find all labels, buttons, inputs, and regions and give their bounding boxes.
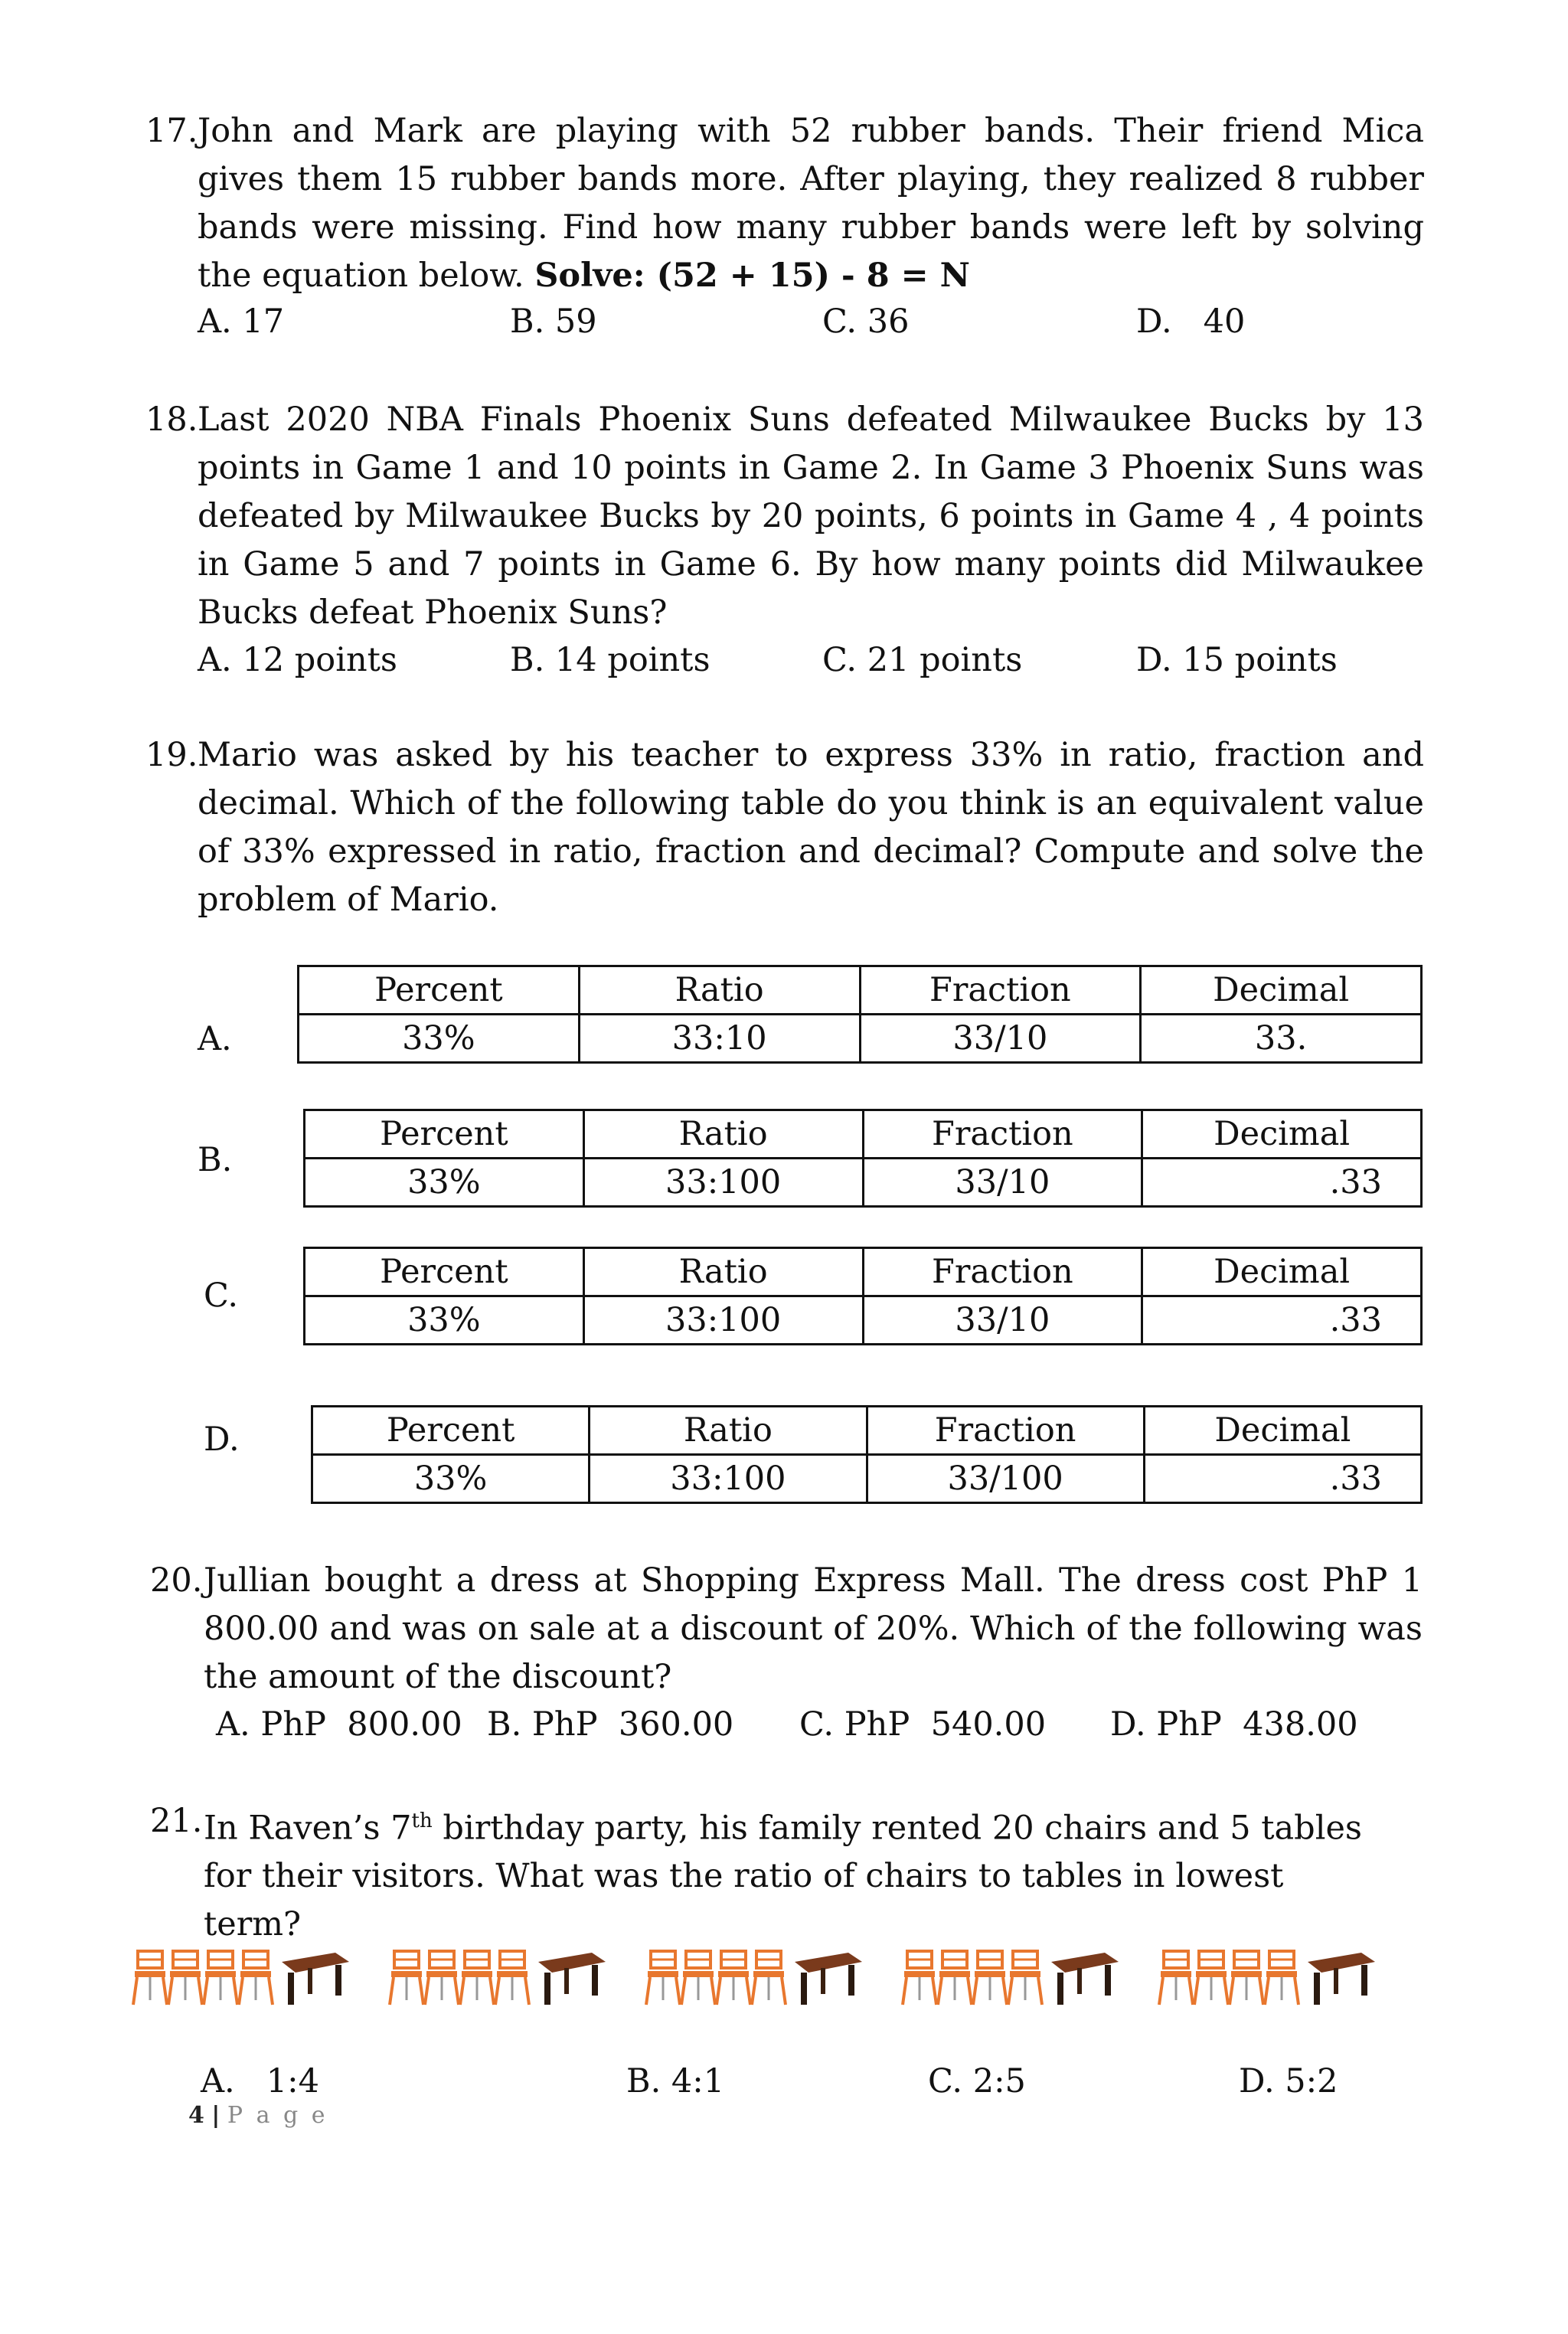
page-label: P a g e (227, 2102, 328, 2129)
cell-ratio: 33:10 (579, 1015, 860, 1063)
question-19 (145, 731, 1424, 924)
cell-decimal: .33 (1144, 1455, 1421, 1503)
question-20 (150, 1557, 1423, 1701)
question-text: In Raven’s 7 (204, 1809, 412, 1848)
question-number: 21. (150, 1802, 203, 1840)
header-decimal: Decimal (1144, 1407, 1421, 1455)
header-percent: Percent (305, 1110, 584, 1159)
option-c-table[interactable] (303, 1247, 1423, 1345)
header-decimal: Decimal (1142, 1248, 1422, 1296)
chair-icon (752, 1951, 786, 2005)
chair-icon (1265, 1951, 1298, 2005)
header-ratio: Ratio (579, 966, 860, 1015)
option-a-letter[interactable]: A. (198, 1020, 232, 1058)
table-icon (538, 1953, 606, 2005)
choice-b[interactable]: B. 14 points (510, 641, 710, 679)
chair-icon (717, 1951, 750, 2005)
table-icon (795, 1953, 862, 2005)
question-text: John and Mark are playing with 52 rubber bands. Their friend Mica gives them 15 rubber bands more. After playing, they realized 8 rubber bands were missing. Find how many rubber bands were left by solving the equation below. (198, 112, 1424, 295)
header-percent: Percent (305, 1248, 584, 1296)
choice-a[interactable]: A. 12 points (198, 641, 397, 679)
cell-ratio: 33:100 (583, 1159, 863, 1207)
chair-icon (239, 1951, 273, 2005)
page-footer (188, 2102, 328, 2129)
question-17 (145, 107, 1424, 300)
choice-a[interactable]: A. 17 (198, 302, 285, 341)
choice-b[interactable]: B. 4:1 (626, 2062, 725, 2100)
choice-c[interactable]: C. 36 (822, 302, 910, 341)
question-18 (145, 396, 1424, 637)
choice-c[interactable]: C. PhP 540.00 (799, 1705, 1047, 1744)
cell-ratio: 33:100 (583, 1296, 863, 1345)
header-ratio: Ratio (590, 1407, 867, 1455)
header-fraction: Fraction (867, 1407, 1144, 1455)
option-d-letter[interactable]: D. (204, 1420, 240, 1459)
chair-icon (425, 1951, 459, 2005)
header-fraction: Fraction (863, 1110, 1142, 1159)
chair-icon (133, 1951, 167, 2005)
chair-icon (938, 1951, 972, 2005)
question-text: Jullian bought a dress at Shopping Express Mall. The dress cost PhP 1 800.00 and was on sale at a discount of 20%. Which of the following was the amount of the discount? (204, 1561, 1423, 1696)
question-text: Last 2020 NBA Finals Phoenix Suns defeated Milwaukee Bucks by 13 points in Game 1 and 10 points in Game 2. In Game 3 Phoenix Suns was defeated by Milwaukee Bucks by 20 points, 6 points in Game 4 , 4 points in Game 5 and 7 points in Game 6. By how many points did Milwaukee Bucks defeat Phoenix Suns? (198, 400, 1424, 632)
chair-icon (681, 1951, 715, 2005)
chair-icon (1159, 1951, 1193, 2005)
choice-b[interactable]: B. PhP 360.00 (487, 1705, 734, 1744)
choice-c[interactable]: C. 2:5 (928, 2062, 1026, 2100)
ordinal-suffix: th (411, 1809, 433, 1832)
chair-icon (1008, 1951, 1042, 2005)
header-percent: Percent (299, 966, 580, 1015)
cell-decimal: .33 (1142, 1296, 1422, 1345)
question-number: 17. (145, 112, 198, 150)
chair-icon (204, 1951, 237, 2005)
chair-icon (495, 1951, 529, 2005)
option-b-letter[interactable]: B. (198, 1141, 233, 1179)
choice-d[interactable]: D. PhP 438.00 (1110, 1705, 1358, 1744)
choice-d[interactable]: D. 40 (1136, 302, 1246, 341)
page-number: 4 (188, 2102, 204, 2129)
option-a-table[interactable] (297, 965, 1423, 1064)
chair-icon (1194, 1951, 1228, 2005)
cell-fraction: 33/100 (867, 1455, 1144, 1503)
question-number: 18. (145, 400, 198, 439)
table-icon (1051, 1953, 1119, 2005)
chair-icon (168, 1951, 202, 2005)
cell-percent: 33% (299, 1015, 580, 1063)
chair-icon (903, 1951, 936, 2005)
cell-percent: 33% (312, 1455, 590, 1503)
choice-a[interactable]: A. PhP 800.00 (216, 1705, 462, 1744)
question-number: 20. (150, 1561, 203, 1600)
cell-fraction: 33/10 (863, 1296, 1142, 1345)
chair-icon (1230, 1951, 1263, 2005)
header-decimal: Decimal (1142, 1110, 1422, 1159)
table-icon (1308, 1953, 1375, 2005)
cell-fraction: 33/10 (860, 1015, 1141, 1063)
cell-percent: 33% (305, 1296, 584, 1345)
header-decimal: Decimal (1141, 966, 1422, 1015)
question-21 (150, 1797, 1375, 1949)
header-percent: Percent (312, 1407, 590, 1455)
option-b-table[interactable] (303, 1109, 1423, 1208)
header-fraction: Fraction (863, 1248, 1142, 1296)
chair-icon (390, 1951, 423, 2005)
table-icon (282, 1953, 349, 2005)
cell-ratio: 33:100 (590, 1455, 867, 1503)
chairs-tables-illustration (132, 1945, 1433, 2014)
choice-b[interactable]: B. 59 (510, 302, 597, 341)
option-d-table[interactable] (311, 1405, 1423, 1504)
choice-d[interactable]: D. 15 points (1136, 641, 1338, 679)
choice-d[interactable]: D. 5:2 (1239, 2062, 1338, 2100)
solve-equation: Solve: (52 + 15) - 8 = N (534, 257, 970, 295)
question-number: 19. (145, 736, 198, 774)
chair-icon (646, 1951, 680, 2005)
header-fraction: Fraction (860, 966, 1141, 1015)
option-c-letter[interactable]: C. (204, 1277, 239, 1315)
header-ratio: Ratio (583, 1110, 863, 1159)
choice-c[interactable]: C. 21 points (822, 641, 1023, 679)
chair-icon (973, 1951, 1007, 2005)
cell-decimal: .33 (1142, 1159, 1422, 1207)
header-ratio: Ratio (583, 1248, 863, 1296)
cell-fraction: 33/10 (863, 1159, 1142, 1207)
footer-separator: | (211, 2102, 220, 2129)
cell-decimal: 33. (1141, 1015, 1422, 1063)
choice-a[interactable]: A. 1:4 (201, 2062, 319, 2100)
cell-percent: 33% (305, 1159, 584, 1207)
question-text: Mario was asked by his teacher to express 33% in ratio, fraction and decimal. Which of the following table do you think is an equivalent value of 33% expressed in ratio, fraction and decimal? Compute and solve the problem of Mario. (198, 736, 1424, 919)
chair-icon (460, 1951, 494, 2005)
question-text-continued: birthday party, his family rented 20 chairs and 5 tables for their visitors. What was the ratio of chairs to tables in lowest term? (204, 1809, 1362, 1944)
